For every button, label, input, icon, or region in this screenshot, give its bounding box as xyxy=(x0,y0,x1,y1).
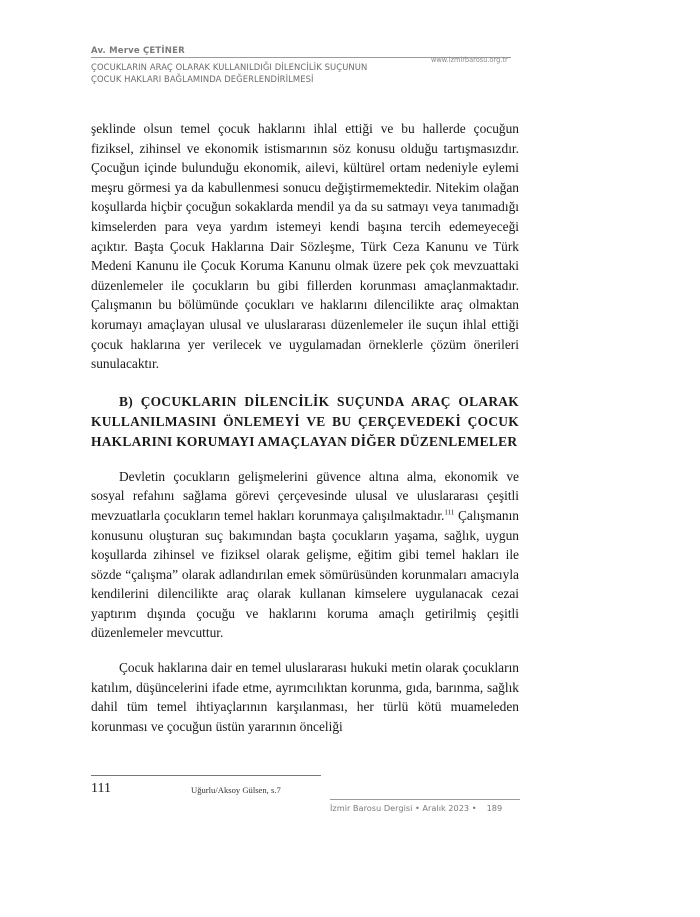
author-name: Av. Merve ÇETİNER xyxy=(91,46,185,56)
paragraph-2-text-b: Çalışmanın konusunu oluşturan suç bakımından başta çocukların yaşama, sağlık, uygun koşullarda zihinsel ve fiziksel olarak gelişme, eğitim gibi temel hakları ile sözde “çalışma” olarak adlandırılan emek sömürüsünden korunmaları amacıyla kendilerini dilencilikte araç olarak kullanan kimselere uygulanacak cezai yaptırım dışında çocuğu ve haklarını koruma amaçlı getirilmiş çeşitli düzenlemeler mevcuttur. xyxy=(91,507,519,641)
footnote-number: 111 xyxy=(91,781,111,796)
section-heading: B) ÇOCUKLARIN DİLENCİLİK SUÇUNDA ARAÇ OLARAK KULLANILMASINI ÖNLEMEYİ VE BU ÇERÇEVEDEKİ ÇOCUK HAKLARINI KORUMAYI AMAÇLAYAN DİĞER DÜZENLEMELER xyxy=(91,393,519,449)
website-url: www.izmirbarosu.org.tr xyxy=(431,56,508,64)
running-title-line2: ÇOCUK HAKLARI BAĞLAMINDA DEĞERLENDİRİLMESİ xyxy=(91,73,314,84)
spacer xyxy=(91,452,519,467)
body-paragraph-3: Çocuk haklarına dair en temel uluslararası hukuki metin olarak çocukların katılım, düşüncelerini ifade etme, ayrımcılıktan korunma, gıda, barınma, sağlık dahil tüm temel ihtiyaçlarının karşılanması, her türlü kötü muameleden korunması ve çocuğun üstün yararının önceliği xyxy=(91,660,519,734)
page-number: 189 xyxy=(486,803,503,813)
spacer xyxy=(91,643,519,658)
body-paragraph-1: şeklinde olsun temel çocuk haklarını ihlal ettiği ve bu hallerde çocuğun fiziksel, zihinsel ve ekonomik istismarının söz konusu olduğu tartışmasızdır. Çocuğun içinde bulunduğu ekonomik, ailevi, kültürel ortam nedeniyle eylemi meşru görmesi ya da kabullenmesi sonucu değiştirmemektedir. Nitekim olağan koşullarda hiçbir çocuğun sokaklarda mendil ya da su satmayı veya tanımadığı kimselerden para veya yardım istemeyi kendi başına tercih edemeyeceği açıktır. Başta Çocuk Haklarına Dair Sözleşme, Türk Ceza Kanunu ve Türk Medeni Kanunu ile Çocuk Koruma Kanunu olmak üzere pek çok mevzuattaki düzenlemeler ile çocukların bu gibi fillerden korunması amaçlanmaktadır. Çalışmanın bu bölümünde çocukları ve haklarını dilencilikte araç olmaktan korumayı amaçlayan ulusal ve uluslararası düzenlemeler ile suçun ihlal ettiği çocuk haklarına yer verilecek ve uygulamadan örneklerle çözüm önerileri sunulacaktır. xyxy=(91,121,519,372)
running-header xyxy=(91,46,531,84)
paragraph-2-text-a: Devletin çocukların gelişmelerini güvence altına alma, ekonomik ve sosyal refahını sağlama görevi çerçevesinde ulusal ve uluslararası çeşitli mevzuatlarla çocukların temel hakları korunmaya çalışılmaktadır. xyxy=(91,468,519,523)
footer-rule xyxy=(330,799,520,800)
footnote-reference[interactable]: 111 xyxy=(444,508,455,517)
page-footer xyxy=(330,803,502,813)
page-body xyxy=(91,119,519,736)
footnote-rule xyxy=(91,775,321,776)
journal-info: İzmir Barosu Dergisi • Aralık 2023 • xyxy=(330,803,477,813)
running-title xyxy=(91,62,367,85)
body-paragraph-2 xyxy=(91,467,519,643)
footnote-text: Uğurlu/Aksoy Gülsen, s.7 xyxy=(191,785,281,795)
running-title-line1: ÇOCUKLARIN ARAÇ OLARAK KULLANILDIĞI DİLENCİLİK SUÇUNUN xyxy=(91,62,368,72)
